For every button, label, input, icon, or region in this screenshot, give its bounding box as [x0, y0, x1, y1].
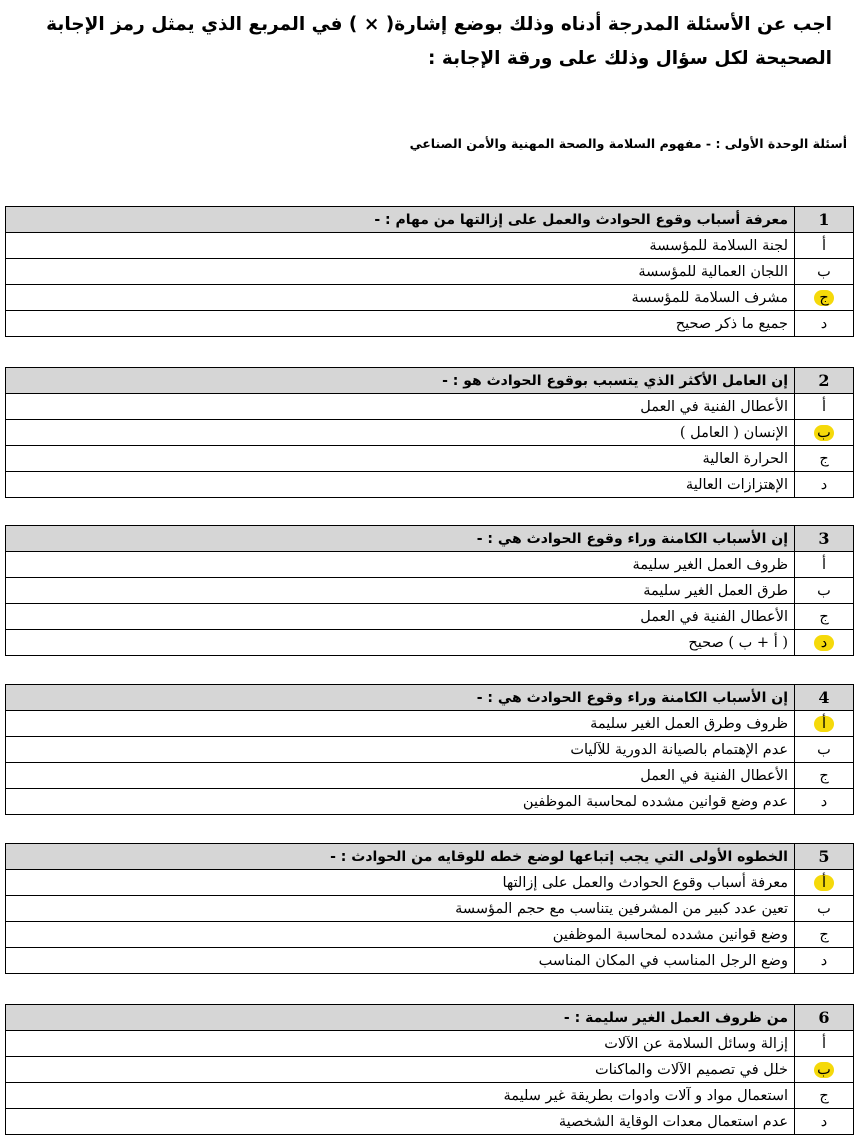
question-number: 5: [795, 844, 854, 870]
option-text: إزالة وسائل السلامة عن الآلات: [6, 1031, 795, 1057]
option-row[interactable]: [6, 737, 854, 763]
option-row[interactable]: [6, 259, 854, 285]
unit-title: أسئلة الوحدة الأولى : - مفهوم السلامة والصحة المهنية والأمن الصناعي: [409, 136, 847, 151]
option-letter[interactable]: ج: [819, 926, 829, 943]
option-letter[interactable]: ب: [817, 741, 831, 758]
option-row[interactable]: [6, 311, 854, 337]
option-letter[interactable]: ب: [817, 582, 831, 599]
option-text: الأعطال الفنية في العمل: [6, 394, 795, 420]
option-letter[interactable]: ب: [817, 900, 831, 917]
option-letter-highlighted[interactable]: ب: [814, 425, 834, 441]
option-text: الأعطال الفنية في العمل: [6, 763, 795, 789]
option-row-highlighted[interactable]: [6, 630, 854, 656]
question-block-1: [5, 206, 854, 337]
question-block-2: [5, 367, 854, 498]
option-row-highlighted[interactable]: [6, 285, 854, 311]
option-letter-highlighted[interactable]: ج: [814, 290, 834, 306]
question-text: من ظروف العمل الغير سليمة : -: [6, 1005, 795, 1031]
option-row[interactable]: [6, 578, 854, 604]
option-row[interactable]: [6, 1031, 854, 1057]
option-letter[interactable]: د: [820, 793, 828, 810]
option-row[interactable]: [6, 394, 854, 420]
option-text: معرفة أسباب وقوع الحوادث والعمل على إزالتها: [6, 870, 795, 896]
option-letter-highlighted[interactable]: أ: [814, 716, 834, 732]
option-text: وضع الرجل المناسب في المكان المناسب: [6, 948, 795, 974]
question-number: 4: [795, 685, 854, 711]
option-row-highlighted[interactable]: [6, 711, 854, 737]
question-number: 6: [795, 1005, 854, 1031]
question-text: إن العامل الأكثر الذي يتسبب بوقوع الحوادث هو : -: [6, 368, 795, 394]
option-letter[interactable]: ج: [819, 450, 829, 467]
question-block-5: [5, 843, 854, 974]
option-text: استعمال مواد و آلات وادوات بطريقة غير سليمة: [6, 1083, 795, 1109]
option-row[interactable]: [6, 233, 854, 259]
question-header: [6, 207, 854, 233]
option-text: تعين عدد كبير من المشرفين يتناسب مع حجم المؤسسة: [6, 896, 795, 922]
option-text: لجنة السلامة للمؤسسة: [6, 233, 795, 259]
option-row[interactable]: [6, 948, 854, 974]
question-text: إن الأسباب الكامنة وراء وقوع الحوادث هي : -: [6, 685, 795, 711]
option-text: الحرارة العالية: [6, 446, 795, 472]
option-text: عدم استعمال معدات الوقاية الشخصية: [6, 1109, 795, 1135]
option-row-highlighted[interactable]: [6, 870, 854, 896]
option-text: الإهتزازات العالية: [6, 472, 795, 498]
option-letter[interactable]: أ: [821, 556, 827, 573]
question-block-4: [5, 684, 854, 815]
option-row-highlighted[interactable]: [6, 1057, 854, 1083]
option-row[interactable]: [6, 1083, 854, 1109]
option-text: الإنسان ( العامل ): [6, 420, 795, 446]
option-letter-highlighted[interactable]: أ: [814, 875, 834, 891]
option-row[interactable]: [6, 446, 854, 472]
instructions: [32, 8, 832, 76]
question-header: [6, 844, 854, 870]
option-row[interactable]: [6, 472, 854, 498]
option-letter[interactable]: أ: [821, 1035, 827, 1052]
option-letter[interactable]: أ: [821, 237, 827, 254]
question-header: [6, 526, 854, 552]
option-text: خلل في تصميم الآلات والماكنات: [6, 1057, 795, 1083]
question-header: [6, 368, 854, 394]
option-text: ظروف وطرق العمل الغير سليمة: [6, 711, 795, 737]
option-text: طرق العمل الغير سليمة: [6, 578, 795, 604]
question-block-3: [5, 525, 854, 656]
option-row[interactable]: [6, 552, 854, 578]
option-text: مشرف السلامة للمؤسسة: [6, 285, 795, 311]
question-text: معرفة أسباب وقوع الحوادث والعمل على إزالتها من مهام : -: [6, 207, 795, 233]
option-text: جميع ما ذكر صحيح: [6, 311, 795, 337]
option-row-highlighted[interactable]: [6, 420, 854, 446]
question-header: [6, 1005, 854, 1031]
instructions-line-1: اجب عن الأسئلة المدرجة أدناه وذلك بوضع إشارة( × ) في المربع الذي يمثل رمز الإجابة: [46, 14, 832, 35]
option-text: عدم وضع قوانين مشدده لمحاسبة الموظفين: [6, 789, 795, 815]
option-text: الأعطال الفنية في العمل: [6, 604, 795, 630]
question-header: [6, 685, 854, 711]
option-row[interactable]: [6, 922, 854, 948]
option-letter-highlighted[interactable]: د: [814, 635, 834, 651]
instructions-line-2: الصحيحة لكل سؤال وذلك على ورقة الإجابة :: [428, 48, 832, 69]
option-row[interactable]: [6, 789, 854, 815]
option-letter[interactable]: د: [820, 315, 828, 332]
option-letter[interactable]: ج: [819, 767, 829, 784]
option-letter[interactable]: ج: [819, 1087, 829, 1104]
question-text: الخطوه الأولى التي يجب إتباعها لوضع خطه للوقايه من الحوادث : -: [6, 844, 795, 870]
option-row[interactable]: [6, 763, 854, 789]
option-letter[interactable]: أ: [821, 398, 827, 415]
option-text: ظروف العمل الغير سليمة: [6, 552, 795, 578]
option-letter[interactable]: د: [820, 952, 828, 969]
option-text: اللجان العمالية للمؤسسة: [6, 259, 795, 285]
option-letter[interactable]: ب: [817, 263, 831, 280]
question-text: إن الأسباب الكامنة وراء وقوع الحوادث هي : -: [6, 526, 795, 552]
option-letter[interactable]: د: [820, 476, 828, 493]
option-text: ( أ + ب ) صحيح: [6, 630, 795, 656]
question-block-6: [5, 1004, 854, 1135]
question-number: 1: [795, 207, 854, 233]
option-text: وضع قوانين مشدده لمحاسبة الموظفين: [6, 922, 795, 948]
question-number: 2: [795, 368, 854, 394]
option-row[interactable]: [6, 604, 854, 630]
option-letter[interactable]: د: [820, 1113, 828, 1130]
option-row[interactable]: [6, 1109, 854, 1135]
option-letter-highlighted[interactable]: ب: [814, 1062, 834, 1078]
option-letter[interactable]: ج: [819, 608, 829, 625]
question-number: 3: [795, 526, 854, 552]
option-row[interactable]: [6, 896, 854, 922]
option-text: عدم الإهتمام بالصيانة الدورية للآليات: [6, 737, 795, 763]
